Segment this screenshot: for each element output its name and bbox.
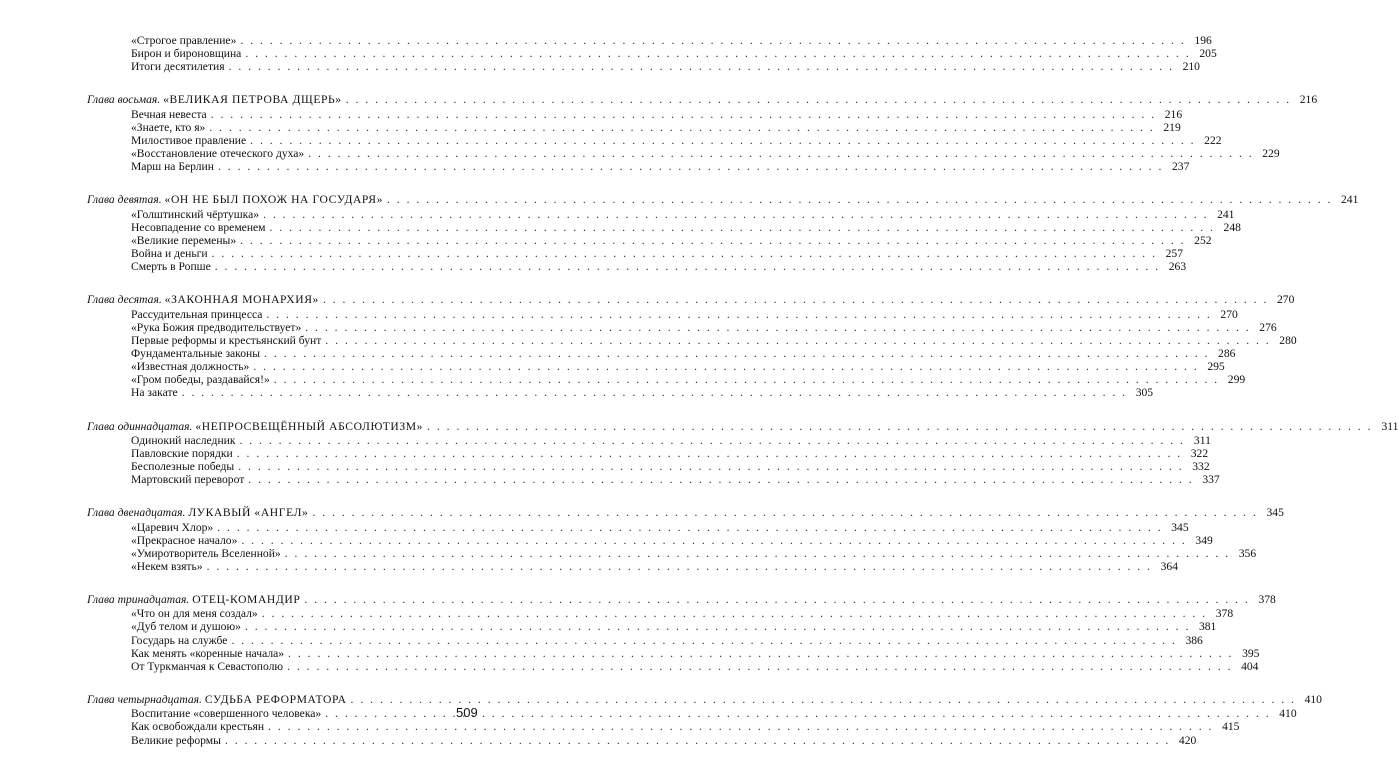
- chapter-heading[interactable]: [87, 93, 1318, 107]
- toc-entry-title: Мартовский переворот: [131, 473, 245, 487]
- chapter-title: «ВЕЛИКАЯ ПЕТРОВА ДЩЕРЬ»: [163, 93, 342, 107]
- toc-entry[interactable]: [87, 160, 1190, 174]
- toc-entry-page: 210: [1182, 60, 1200, 74]
- chapter-block: [87, 593, 1276, 673]
- chapter-number: Глава девятая.: [87, 193, 162, 207]
- toc-entry-title: «Восстановление отеческого духа»: [131, 147, 305, 161]
- dot-leader: [182, 386, 1127, 399]
- dot-leader: [212, 247, 1157, 260]
- toc-entry-title: «Знаете, кто я»: [131, 120, 206, 134]
- dot-leader: [245, 47, 1190, 60]
- dot-leader: [263, 208, 1208, 221]
- toc-entry[interactable]: [87, 47, 1217, 61]
- dot-leader: [240, 34, 1185, 47]
- toc-entry[interactable]: [87, 34, 1212, 47]
- toc-entry-title: Рассудительная принцесса: [131, 307, 263, 321]
- toc-entry[interactable]: [87, 546, 1257, 560]
- toc-entry[interactable]: [87, 533, 1213, 547]
- toc-entry[interactable]: [87, 659, 1259, 673]
- toc-entry[interactable]: [87, 433, 1211, 447]
- toc-entry[interactable]: [87, 520, 1189, 534]
- toc-entry-title: Бирон и бироновщина: [131, 47, 242, 61]
- toc-entry-title: Как освобождали крестьян: [131, 720, 265, 734]
- toc-entry-page: 229: [1262, 147, 1280, 161]
- chapter-heading[interactable]: [87, 419, 1398, 433]
- dot-leader: [231, 634, 1176, 647]
- chapter-title: «ЗАКОННАЯ МОНАРХИЯ»: [164, 293, 319, 307]
- chapter-heading-text: [87, 506, 308, 519]
- toc-entry[interactable]: [87, 346, 1236, 360]
- toc-entry[interactable]: [87, 720, 1240, 734]
- toc-entry[interactable]: [87, 207, 1235, 221]
- dot-leader: [266, 308, 1211, 321]
- toc-entry-page: 356: [1238, 546, 1257, 560]
- dot-leader: [305, 321, 1250, 334]
- toc-entry-page: 280: [1279, 333, 1297, 347]
- table-of-contents: [87, 34, 1398, 767]
- dot-leader: [285, 547, 1230, 560]
- toc-entry[interactable]: [87, 360, 1225, 374]
- toc-entry-title: «Гром победы, раздавайся!»: [131, 373, 270, 387]
- toc-entry-page: 364: [1160, 560, 1178, 573]
- chapter-title: «НЕПРОСВЕЩЁННЫЙ АБСОЛЮТИЗМ»: [195, 419, 424, 433]
- toc-entry[interactable]: [87, 120, 1181, 134]
- toc-entry-title: Как менять «коренные начала»: [131, 646, 285, 660]
- toc-entry-page: 276: [1259, 320, 1277, 334]
- chapter-block: [87, 293, 1297, 400]
- toc-entry[interactable]: [87, 460, 1210, 474]
- toc-entry-title: Милостивое правление: [131, 133, 247, 147]
- chapter-page: 378: [1258, 593, 1276, 607]
- toc-entry-page: 410: [1279, 707, 1297, 721]
- toc-entry-title: Первые реформы и крестьянский бунт: [131, 333, 322, 347]
- toc-entry[interactable]: [87, 633, 1203, 647]
- chapter-number: Глава четырнадцатая.: [87, 693, 202, 707]
- dot-leader: [270, 221, 1215, 234]
- dot-leader: [217, 521, 1162, 534]
- chapter-block: [87, 34, 1217, 74]
- chapter-page: 311: [1381, 419, 1398, 433]
- dot-leader: [207, 560, 1152, 573]
- chapter-title: «ОН НЕ БЫЛ ПОХОЖ НА ГОСУДАРЯ»: [164, 193, 383, 207]
- dot-leader: [312, 506, 1257, 519]
- toc-entry[interactable]: [87, 733, 1197, 747]
- toc-entry-page: 295: [1207, 360, 1225, 374]
- toc-entry-title: Марш на Берлин: [131, 160, 214, 174]
- chapter-heading-text: [87, 193, 383, 206]
- chapter-number: Глава тринадцатая.: [87, 593, 190, 607]
- toc-entry-page: 222: [1204, 133, 1222, 147]
- toc-entry-title: Несовпадение со временем: [131, 220, 266, 234]
- toc-entry-page: 404: [1241, 659, 1259, 673]
- dot-leader: [215, 260, 1160, 273]
- chapter-heading-text: [87, 693, 347, 706]
- toc-entry[interactable]: [87, 607, 1234, 621]
- toc-entry-title: Фундаментальные законы: [131, 346, 261, 360]
- chapter-number: Глава одиннадцатая.: [87, 419, 193, 433]
- chapter-block: [87, 419, 1398, 487]
- toc-entry-page: 196: [1194, 34, 1212, 47]
- chapter-heading-text: [87, 420, 423, 433]
- toc-entry-title: «Умиротворитель Вселенной»: [131, 546, 281, 560]
- dot-leader: [241, 534, 1186, 547]
- toc-entry-title: Смерть в Ропше: [131, 260, 211, 274]
- toc-entry-page: 345: [1171, 520, 1189, 534]
- chapter-heading[interactable]: [87, 593, 1276, 607]
- dot-leader: [238, 460, 1183, 473]
- toc-entry-title: «Голштинский чёртушка»: [131, 207, 260, 221]
- dot-leader: [225, 734, 1170, 747]
- dot-leader: [264, 347, 1209, 360]
- chapter-title: ЛУКАВЫЙ «АНГЕЛ»: [188, 506, 309, 520]
- toc-entry-title: Итоги десятилетия: [131, 60, 225, 74]
- chapter-heading[interactable]: [87, 693, 1322, 707]
- toc-entry-title: «Рука Божия предводительствует»: [131, 320, 302, 334]
- toc-entry-title: «Некем взять»: [131, 560, 203, 573]
- dot-leader: [288, 647, 1233, 660]
- chapter-number: Глава восьмая.: [87, 93, 161, 107]
- toc-entry-title: «Что он для меня создал»: [131, 607, 258, 621]
- dot-leader: [325, 334, 1270, 347]
- toc-entry-page: 305: [1135, 386, 1154, 400]
- dot-leader: [240, 234, 1185, 247]
- toc-entry-page: 337: [1202, 473, 1220, 487]
- toc-entry[interactable]: [87, 560, 1178, 573]
- dot-leader: [274, 373, 1219, 386]
- chapter-block: [87, 93, 1318, 174]
- toc-entry[interactable]: [87, 373, 1246, 387]
- dot-leader: [211, 108, 1156, 121]
- chapter-block: [87, 193, 1359, 274]
- chapter-page: 410: [1304, 693, 1322, 707]
- toc-entry[interactable]: [87, 147, 1280, 161]
- toc-entry-title: Павловские порядки: [131, 446, 233, 460]
- toc-entry-page: 241: [1217, 207, 1235, 221]
- toc-entry[interactable]: [87, 133, 1222, 147]
- toc-entry-title: «Строгое правление»: [131, 34, 237, 47]
- dot-leader: [245, 620, 1190, 633]
- chapter-block: [87, 693, 1322, 747]
- dot-leader: [262, 607, 1207, 620]
- toc-entry-page: 386: [1185, 633, 1203, 647]
- dot-leader: [287, 660, 1232, 673]
- chapter-page: 241: [1341, 193, 1359, 207]
- toc-entry-page: 378: [1215, 607, 1234, 621]
- toc-entry-page: 219: [1163, 120, 1181, 134]
- toc-entry-page: 286: [1218, 346, 1236, 360]
- chapter-title: СУДЬБА РЕФОРМАТОРА: [204, 693, 347, 707]
- page-number: 509: [456, 705, 478, 720]
- toc-entry[interactable]: [87, 307, 1238, 321]
- toc-entry-title: Воспитание «совершенного человека»: [131, 707, 322, 721]
- toc-entry-title: «Царевич Хлор»: [131, 520, 214, 534]
- chapter-title: ОТЕЦ-КОМАНДИР: [192, 593, 301, 607]
- toc-entry-page: 248: [1223, 220, 1241, 234]
- toc-entry[interactable]: [87, 320, 1277, 334]
- toc-entry-page: 257: [1165, 247, 1183, 261]
- dot-leader: [308, 147, 1253, 160]
- toc-entry[interactable]: [87, 247, 1183, 261]
- toc-entry-title: Вечная невеста: [131, 107, 207, 121]
- toc-entry-page: 332: [1192, 460, 1210, 474]
- toc-entry[interactable]: [87, 646, 1260, 660]
- dot-leader: [248, 473, 1193, 486]
- toc-entry-title: «Великие перемены»: [131, 233, 237, 247]
- toc-entry-title: Великие реформы: [131, 733, 221, 747]
- toc-entry[interactable]: [87, 473, 1220, 487]
- chapter-page: 345: [1266, 506, 1284, 520]
- toc-entry-page: 349: [1195, 533, 1213, 547]
- toc-entry[interactable]: [87, 220, 1241, 234]
- toc-entry-title: На закате: [131, 386, 178, 400]
- chapter-page: 216: [1299, 93, 1318, 107]
- toc-entry-page: 237: [1171, 160, 1190, 174]
- toc-entry-page: 205: [1199, 47, 1217, 61]
- dot-leader: [387, 193, 1332, 206]
- toc-entry-page: 216: [1164, 107, 1183, 121]
- dot-leader: [427, 420, 1372, 433]
- chapter-heading[interactable]: [87, 193, 1359, 207]
- toc-entry-page: 311: [1193, 433, 1211, 447]
- toc-entry-page: 252: [1194, 233, 1212, 247]
- chapter-heading[interactable]: [87, 293, 1295, 307]
- dot-leader: [250, 134, 1195, 147]
- dot-leader: [253, 360, 1198, 373]
- chapter-heading-text: [87, 593, 300, 606]
- dot-leader: [304, 593, 1249, 606]
- toc-entry[interactable]: [87, 707, 1297, 721]
- toc-entry-title: «Прекрасное начало»: [131, 533, 238, 547]
- chapter-heading-text: [87, 293, 319, 306]
- toc-entry[interactable]: [87, 333, 1297, 347]
- toc-entry[interactable]: [87, 386, 1154, 400]
- toc-entry-title: Война и деньги: [131, 247, 208, 261]
- dot-leader: [346, 93, 1291, 106]
- toc-entry[interactable]: [87, 233, 1212, 247]
- toc-entry-title: Государь на службе: [131, 633, 228, 647]
- toc-entry-title: Бесполезные победы: [131, 460, 235, 474]
- chapter-block: [87, 506, 1284, 573]
- toc-entry-page: 270: [1220, 307, 1238, 321]
- toc-entry[interactable]: [87, 260, 1187, 274]
- dot-leader: [218, 160, 1163, 173]
- toc-entry-page: 420: [1178, 733, 1197, 747]
- toc-entry[interactable]: [87, 620, 1217, 634]
- toc-entry-page: 381: [1198, 620, 1217, 634]
- toc-entry[interactable]: [87, 446, 1209, 460]
- chapter-number: Глава двенадцатая.: [87, 506, 186, 520]
- toc-entry-page: 395: [1242, 646, 1260, 660]
- toc-entry-page: 299: [1227, 373, 1246, 387]
- chapter-page: 270: [1276, 293, 1295, 307]
- toc-entry-page: 322: [1190, 446, 1209, 460]
- dot-leader: [323, 293, 1268, 306]
- toc-entry[interactable]: [87, 107, 1183, 121]
- toc-entry-title: «Дуб телом и душою»: [131, 620, 241, 634]
- dot-leader: [209, 121, 1154, 134]
- dot-leader: [237, 447, 1182, 460]
- chapter-heading[interactable]: [87, 506, 1284, 520]
- toc-entry-page: 415: [1222, 720, 1240, 734]
- toc-entry-title: «Известная должность»: [131, 360, 250, 374]
- dot-leader: [351, 693, 1296, 706]
- toc-entry-title: От Туркманчая к Севастополю: [131, 659, 284, 673]
- toc-entry-title: Одинокий наследник: [131, 433, 236, 447]
- toc-entry-page: 263: [1168, 260, 1187, 274]
- dot-leader: [268, 720, 1213, 733]
- dot-leader: [239, 434, 1184, 447]
- toc-entry[interactable]: [87, 60, 1200, 74]
- chapter-number: Глава десятая.: [87, 293, 162, 307]
- dot-leader: [229, 60, 1174, 73]
- chapter-heading-text: [87, 93, 342, 106]
